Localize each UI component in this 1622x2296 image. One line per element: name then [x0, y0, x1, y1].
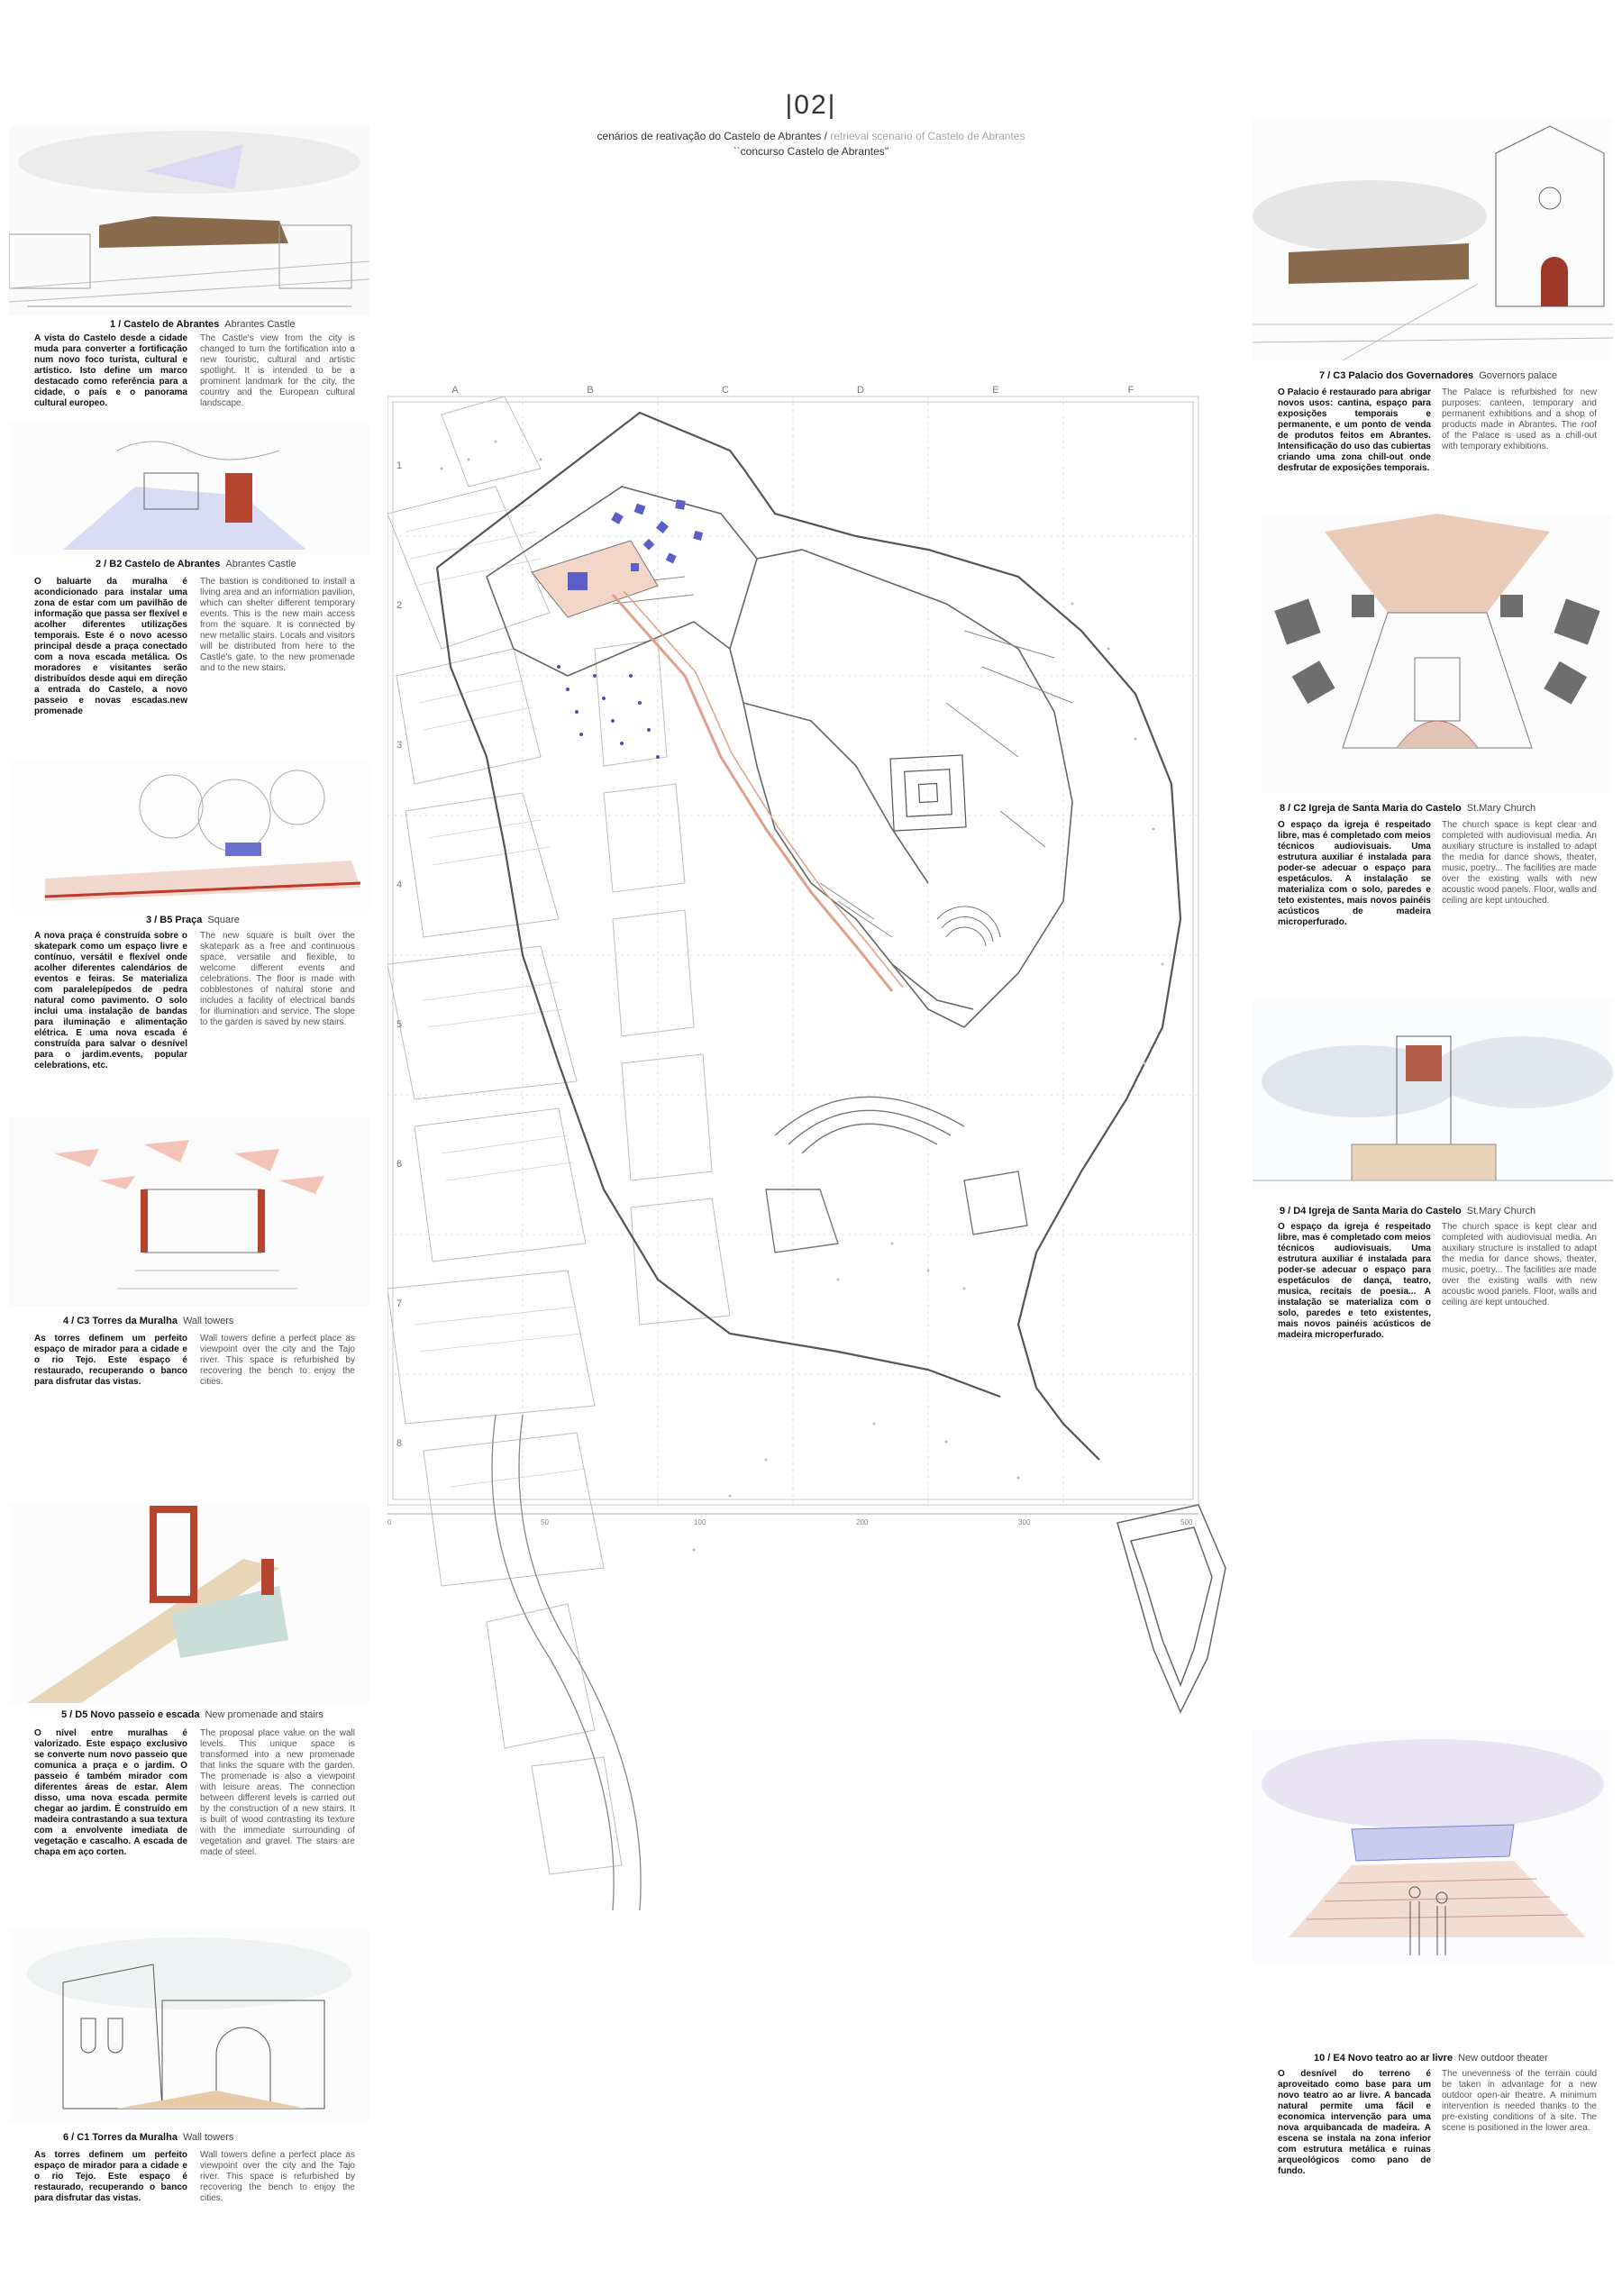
panel-7-text-pt: O Palacio é restaurado para abrigar novos usos: cantina, espaço para exposições temporais e permanente, e um ponto de venda de produtos feitos em Abrantes. Intensificação do uso das cubiertas criando uma zona chill-out onde desfrutar de exposições temporais.	[1278, 387, 1431, 473]
church-tower-illustration	[1253, 1000, 1613, 1189]
bastion-b2	[532, 541, 658, 617]
vegetation	[441, 441, 1164, 1552]
panel-10-text-pt: O desnível do terreno é aproveitado como base para um novo teatro ao ar livre. A bancada natural permite uma fácil e economica intervenção para uma nova arquibancada de madeira. A escena se instala na zona inferior com estrutura metálica e ruinas arqueológicos como pano de fundo.	[1278, 2069, 1431, 2176]
grid-row-8: 8	[396, 1438, 403, 1449]
grid-row-6: 6	[396, 1159, 403, 1170]
panel-1-text-pt: A vista do Castelo desde a cidade muda para converter a fortificação num novo foco turista, cultural e artístico. Isto define um marco destacado como referência para a cidade, o país e o panorama cultural europeo.	[34, 333, 187, 408]
building-hatching	[406, 505, 586, 1487]
grid-col-b: B	[587, 385, 594, 396]
lower-garden	[766, 1097, 1027, 1253]
scale-200: 200	[856, 1518, 869, 1526]
panel-1-text-en: The Castle's view from the city is changed to turn the fortification into a new touristic, cultural and artistic spotlight. It is intended to be a prominent landmark for the city, the country and the European cultural landscape.	[200, 333, 355, 408]
promenade-illustration	[9, 1505, 369, 1703]
panel-3-text-en: The new square is built over the skatepark as a free and continuous space, versatile and flexible, to welcome different events and celebrations. The floor is made with cobblestones of natural stone and includes a facility of electrical bands for illumination and service. The slope to the garden is saved by new stairs.	[200, 931, 355, 1027]
panel-4-title: 4 / C3 Torres da Muralha Wall towers	[63, 1316, 234, 1326]
panel-3-title: 3 / B5 Praça Square	[146, 915, 240, 925]
panel-6-text-pt: As torres definem um perfeito espaço de mirador para a cidade e o rio Tejo. Este espaço é restaurado, recuperando o banco para disfrutar das vistas.	[34, 2150, 187, 2203]
wall-towers-illustration	[9, 1117, 369, 1307]
panel-8-text-pt: O espaço da igreja é respeitado libre, mas é completado com meios técnicos audiovisuais. Uma estrutura auxiliar é instalada para poder-se adecuar o espaço para espetáculos. A instalação se materializa com o solo, paredes e teto existentes, mais novos painéis acústicos de madeira microperfurado.	[1278, 820, 1431, 927]
grid-row-4: 4	[396, 879, 403, 890]
panel-8-title: 8 / C2 Igreja de Santa Maria do Castelo St.Mary Church	[1280, 803, 1536, 814]
grid-col-d: D	[857, 385, 864, 396]
panel-6-title: 6 / C1 Torres da Muralha Wall towers	[63, 2132, 234, 2143]
scale-300: 300	[1018, 1518, 1031, 1526]
panel-9-text-pt: O espaço da igreja é respeitado libre, mas é completado com meios técnicos audiovisuais. Uma estrutura auxiliar é instalada para poder-se adecuar o espaço para espetáculos de dança, teatro, musica, recitais de poesia... A instalação se materializa com o solo, paredes e teto existentes, mais novos painéis acústicos de madeira microperfurado.	[1278, 1222, 1431, 1340]
panel-7-title: 7 / C3 Palacio dos Governadores Governors palace	[1319, 370, 1558, 381]
grid-row-2: 2	[396, 600, 403, 611]
panel-5-title: 5 / D5 Novo passeio e escada New promenade and stairs	[61, 1709, 323, 1720]
palace-illustration	[1253, 117, 1613, 360]
panel-10-title: 10 / E4 Novo teatro ao ar livre New outdoor theater	[1314, 2053, 1548, 2064]
grid-col-a: A	[451, 385, 459, 396]
scale-500: 500	[1180, 1518, 1193, 1526]
theater-plan	[937, 907, 1000, 946]
panel-9-text-en: The church space is kept clear and completed with audiovisual media. An auxiliary structure is installed to adapt the media for dance shows, theater, music, poetry... The facilities are made over the existing walls with new acoustic wood panels. Floor, walls and ceiling are kept untouched.	[1442, 1222, 1597, 1307]
east-bastion	[1117, 1505, 1226, 1712]
church-interior-illustration	[1262, 514, 1613, 793]
scale-100: 100	[694, 1518, 706, 1526]
grid-row-7: 7	[396, 1298, 403, 1309]
site-plan-map	[387, 378, 1253, 1982]
bastion-illustration	[9, 424, 369, 554]
panel-7-text-en: The Palace is refurbished for new purposes: canteen, temporary and permanent exhibitions and a shop of products made in Abrantes. The roof of the Palace is used as a chill-out with temporary exhibitions.	[1442, 387, 1597, 451]
subtitle-pt: cenários de reativação do Castelo de Abrantes /	[597, 130, 828, 142]
new-promenade	[613, 591, 903, 991]
tower-gate-illustration	[9, 1928, 369, 2122]
panel-10-text-en: The unevenness of the terrain could be taken in advantage for a new outdoor open-air theatre. A minimum intervention is needed thanks to the pre-existing conditions of a site. The scene is positioned in the lower area.	[1442, 2069, 1597, 2133]
panel-4-text-en: Wall towers define a perfect place as viewpoint over the city and the Tajo river. This space is refurbished by recovering the bench to enjoy the cities.	[200, 1334, 355, 1387]
panel-3-text-pt: A nova praça é construída sobre o skatepark como um espaço livre e contínuo, versátil e flexível onde acolher diferentes calendários de eventos e feiras. Se materializa com paralelepípedos de pedra natural como pavimento. O solo inclui uma instalação de bandas para iluminação e alimentação elétrica. E uma nova escada é construída para salvar o desnível para o jardim.events, popular celebrations, etc.	[34, 931, 187, 1071]
panel-1-title: 1 / Castelo de Abrantes Abrantes Castle	[110, 319, 296, 330]
grid-col-e: E	[992, 385, 999, 396]
theater-illustration	[1253, 1730, 1613, 1964]
grid-col-c: C	[722, 385, 729, 396]
scale-0: 0	[387, 1518, 392, 1526]
grid-row-5: 5	[396, 1019, 403, 1030]
panel-9-title: 9 / D4 Igreja de Santa Maria do Castelo St.Mary Church	[1280, 1206, 1536, 1216]
subtitle-en: retrieval scenario of Castelo de Abrantes	[830, 130, 1025, 142]
sheet-number: |02|	[785, 90, 837, 120]
panel-2-text-pt: O baluarte da muralha é acondicionado para instalar uma zona de estar com um pavilhão de informação que passa ser flexível e acolher diferentes utilizações temporais. Este é o novo acesso principal desde a praça conectado com a nova escada metálica. Os moradores e visitantes serão distribuídos desde aqui em direção a entrada do Castelo, a novo passeio e novas escadas.new promenade	[34, 577, 187, 716]
south-road	[492, 1415, 641, 1910]
competition-name: ``concurso Castelo de Abrantes''	[733, 145, 889, 158]
grid-row-3: 3	[396, 740, 403, 751]
city-blocks	[387, 396, 730, 1874]
panel-5-text-pt: O nível entre muralhas é valorizado. Este espaço exclusivo se converte num novo passeio que comunica a praça e o jardim. O passeio é também mirador com diferentes áreas de estar. Alem disso, uma nova escada permite chegar ao jardim. É construído em madeira contrastando a sua textura com a envolvente imediata de vegetação e cascalho. A escada de chapa em aço corten.	[34, 1728, 187, 1857]
grid-row-1: 1	[396, 460, 403, 471]
panel-5-text-en: The proposal place value on the wall levels. This unique space is transformed into a new promenade that links the square with the garden. The promenade is also a viewpoint with leisure areas. The connection between different levels is carried out by the construction of a new stairs. It is built of wood contrasting its texture with the immediate surrounding of vegetation and gravel. The stairs are made of steel.	[200, 1728, 355, 1857]
square-grid-markers	[557, 665, 660, 759]
scale-50: 50	[541, 1518, 549, 1526]
panel-4-text-pt: As torres definem um perfeito espaço de mirador para a cidade e o rio Tejo. Este espaço é restaurado, recuperando o banco para disfrutar das vistas.	[34, 1334, 187, 1387]
grid-col-f: F	[1127, 385, 1134, 396]
grid-lines	[387, 396, 1198, 1505]
panel-2-text-en: The bastion is conditioned to install a living area and an information pavilion, which can shelter different temporary events. This is the new main access from the square. It is connected by new metallic stairs. Locals and visitors will be distributed from here to the Castle's gate, to the new promenade and to the new stairs.	[200, 577, 355, 673]
panel-8-text-en: The church space is kept clear and completed with audiovisual media. An auxiliary structure is installed to adapt the media for dance shows, theater, music, poetry... The facilities are made over the existing walls with new acoustic wood panels. Floor, walls and ceiling are kept untouched.	[1442, 820, 1597, 906]
panel-6-text-en: Wall towers define a perfect place as viewpoint over the city and the Tajo river. This space is refurbished by recovering the bench to enjoy the cities.	[200, 2150, 355, 2203]
scale-bar	[387, 1514, 1198, 1526]
castle-view-illustration	[9, 126, 369, 315]
panel-2-title: 2 / B2 Castelo de Abrantes Abrantes Castle	[96, 559, 296, 569]
square-illustration	[9, 761, 369, 910]
